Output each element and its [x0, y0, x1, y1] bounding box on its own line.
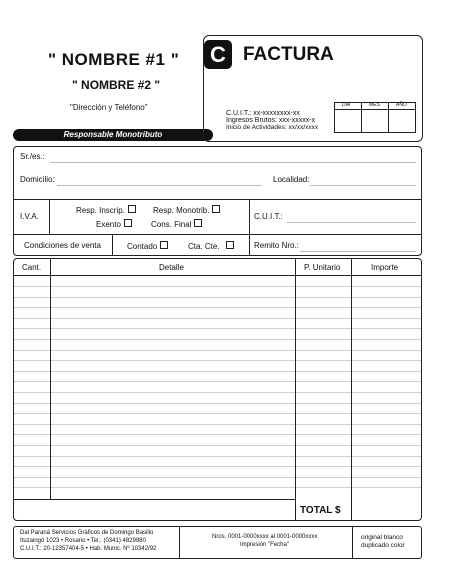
client-city-line [310, 185, 416, 186]
col-punitario-header: P. Unitario [304, 263, 341, 272]
table-ruled-line [14, 413, 421, 414]
cons-final-checkbox[interactable] [194, 219, 202, 227]
table-ruled-line [14, 286, 421, 287]
business-name-2: " NOMBRE #2 " [72, 78, 161, 92]
total-label: TOTAL $ [300, 505, 341, 516]
invoice-letter-badge [204, 40, 232, 69]
col-detalle-header: Detalle [159, 263, 184, 272]
iva-cons-final: Cons. Final [151, 219, 202, 229]
printer-line-1: Dal Paraná Servicios Gráficos de Domingo Basilio [20, 530, 154, 536]
numbering-line-2: Impresión "Fecha" [240, 542, 289, 548]
copy-original: original blanco [361, 534, 403, 541]
table-ruled-line [14, 297, 421, 298]
table-ruled-line [14, 307, 421, 308]
resp-inscrip-checkbox[interactable] [128, 205, 136, 213]
iva-exento: Exento [96, 219, 132, 229]
issuer-cuit: C.U.I.T.: xx-xxxxxxxx-xx [226, 110, 300, 117]
client-address-label: Domicilio: [20, 175, 55, 184]
table-ruled-line [14, 339, 421, 340]
copy-duplicate: duplicado color [361, 542, 405, 549]
table-ruled-line [14, 487, 421, 488]
numbering-line-1: Nros. 0001-0000xxxx al 0001-0000xxxx [212, 534, 318, 540]
remito-label: Remito Nro.: [254, 241, 299, 250]
iva-label: I.V.A. [20, 212, 39, 221]
exento-checkbox[interactable] [124, 219, 132, 227]
client-name-label: Sr./es.: [20, 152, 45, 161]
sale-conditions-label: Condiciones de venta [24, 241, 101, 250]
contado-checkbox[interactable] [160, 241, 168, 249]
iva-resp-monotrib: Resp. Monotrib. [153, 205, 220, 215]
date-year-label: AÑO [396, 102, 407, 108]
issuer-activity-start: Inicio de Actividades: xx/xx/xxxx [226, 124, 319, 131]
date-month-label: MES [369, 102, 380, 108]
printer-line-3: C.U.I.T.: 20-12357404-5 • Hab. Munic. Nº 10342/92 [20, 546, 157, 552]
table-ruled-line [14, 477, 421, 478]
business-name-1: " NOMBRE #1 " [48, 50, 180, 69]
table-ruled-line [14, 350, 421, 351]
table-ruled-line [14, 424, 421, 425]
date-day-label: DIA [342, 102, 351, 108]
client-cuit-line [287, 222, 416, 223]
invoice-letter: C [210, 42, 226, 67]
table-ruled-line [14, 445, 421, 446]
table-ruled-line [14, 466, 421, 467]
table-ruled-line [14, 318, 421, 319]
table-ruled-line [14, 328, 421, 329]
col-cant-header: Cant. [22, 263, 42, 272]
client-address-line [57, 185, 262, 186]
sale-current-account: Cta. Cte. [188, 241, 234, 251]
table-ruled-line [14, 360, 421, 361]
cta-cte-checkbox[interactable] [226, 241, 234, 249]
tax-condition-banner [13, 129, 213, 141]
table-ruled-line [14, 434, 421, 435]
iva-resp-inscrip: Resp. Inscrip. [76, 205, 136, 215]
resp-monotrib-checkbox[interactable] [212, 205, 220, 213]
client-cuit-label: C.U.I.T.: [254, 212, 283, 221]
remito-line [300, 251, 416, 252]
sale-cash: Contado [127, 241, 168, 251]
tax-condition-label: Responsable Monotributo [63, 130, 163, 139]
business-address: "Dirección y Teléfono" [70, 103, 148, 112]
table-ruled-line [14, 403, 421, 404]
table-ruled-line [14, 456, 421, 457]
col-importe-header: Importe [371, 263, 399, 272]
issuer-iibb: Ingresos Brutos: xxx-xxxxx-x [226, 117, 316, 124]
table-ruled-line [14, 371, 421, 372]
table-ruled-line [14, 381, 421, 382]
printer-line-2: Ituzaingó 1023 • Rosario • Tel.: (0341) 4829980 [20, 538, 146, 544]
client-name-line [50, 162, 416, 163]
document-title: FACTURA [243, 44, 334, 65]
client-city-label: Localidad: [273, 175, 310, 184]
table-ruled-line [14, 392, 421, 393]
